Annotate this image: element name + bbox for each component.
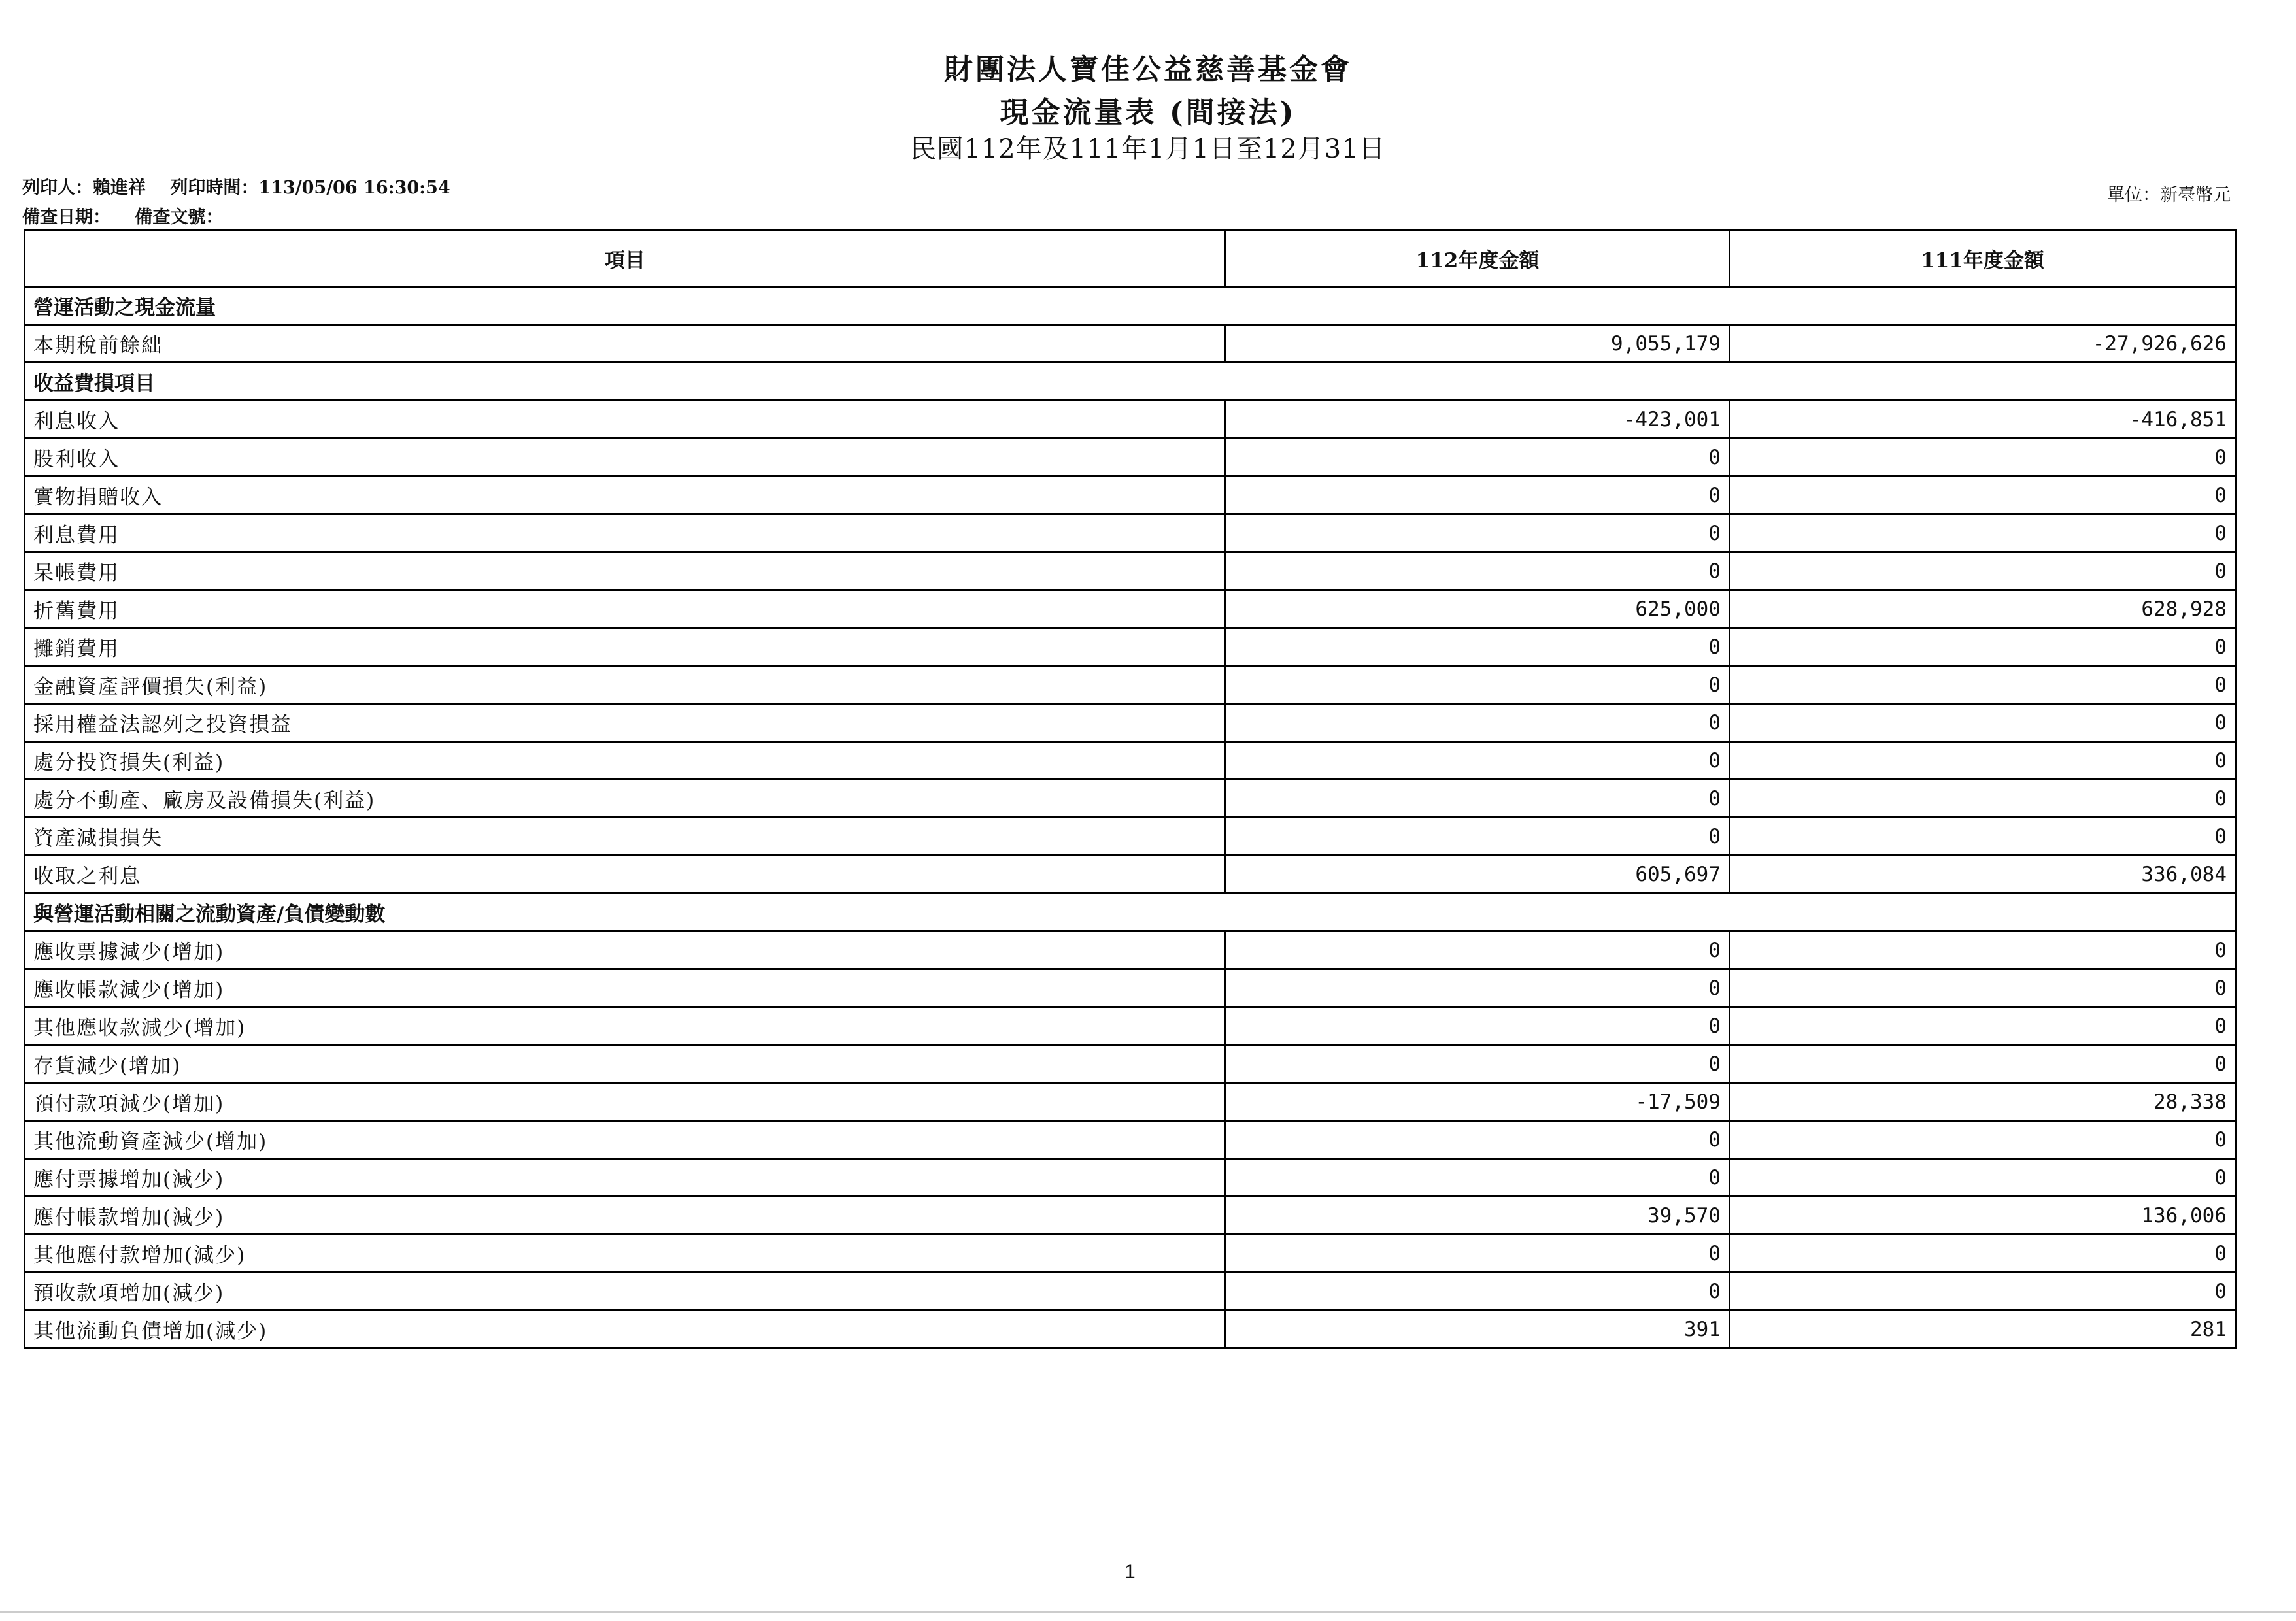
table-row [25, 476, 2236, 514]
row-label: 應收票據減少(增加) [25, 931, 1226, 969]
table-row [25, 780, 2236, 818]
amount-112: 0 [1226, 1121, 1730, 1159]
amount-111: 0 [1730, 1159, 2236, 1197]
row-label: 存貨減少(增加) [25, 1045, 1226, 1083]
row-label: 股利收入 [25, 439, 1226, 476]
currency-unit: 單位：新臺幣元 [2107, 185, 2231, 205]
row-label: 預付款項減少(增加) [25, 1083, 1226, 1121]
org-name: 財團法人寶佳公益慈善基金會 [944, 53, 1352, 86]
amount-111: 336,084 [1730, 856, 2236, 894]
amount-112: 39,570 [1226, 1197, 1730, 1235]
table-header-row [25, 230, 2236, 287]
section-header-row [25, 363, 2236, 401]
table-row [25, 742, 2236, 780]
amount-111: 136,006 [1730, 1197, 2236, 1235]
row-label: 實物捐贈收入 [25, 476, 1226, 514]
amount-111: -27,926,626 [1730, 325, 2236, 363]
cash-flow-table [24, 229, 2237, 1349]
row-label: 預收款項增加(減少) [25, 1273, 1226, 1311]
table-row [25, 1045, 2236, 1083]
amount-111: 0 [1730, 780, 2236, 818]
amount-112: 0 [1226, 628, 1730, 666]
table-row [25, 666, 2236, 704]
amount-111: 0 [1730, 742, 2236, 780]
record-doc-label: 備查文號： [135, 207, 224, 227]
amount-112: 0 [1226, 969, 1730, 1007]
printer-label: 列印人：賴進祥 [22, 178, 146, 198]
page-number: 1 [1124, 1561, 1136, 1582]
row-label: 資產減損損失 [25, 818, 1226, 856]
amount-112: 0 [1226, 476, 1730, 514]
row-label: 攤銷費用 [25, 628, 1226, 666]
amount-111: 0 [1730, 969, 2236, 1007]
column-header-y111: 111年度金額 [1730, 230, 2236, 287]
amount-111: 0 [1730, 1273, 2236, 1311]
amount-111: 628,928 [1730, 590, 2236, 628]
section-header-row [25, 894, 2236, 931]
table-row [25, 514, 2236, 552]
row-label: 呆帳費用 [25, 552, 1226, 590]
table-row [25, 590, 2236, 628]
table-row [25, 818, 2236, 856]
table-row [25, 704, 2236, 742]
amount-111: 0 [1730, 552, 2236, 590]
report-period: 民國112年及111年1月1日至12月31日 [910, 134, 1386, 164]
amount-112: 0 [1226, 1007, 1730, 1045]
table-row [25, 1311, 2236, 1348]
amount-112: 625,000 [1226, 590, 1730, 628]
amount-112: 0 [1226, 439, 1730, 476]
amount-111: 0 [1730, 439, 2236, 476]
table-row [25, 628, 2236, 666]
section-header-row [25, 287, 2236, 325]
amount-112: 0 [1226, 552, 1730, 590]
amount-112: 0 [1226, 1045, 1730, 1083]
row-label: 其他應付款增加(減少) [25, 1235, 1226, 1273]
row-label: 應付帳款增加(減少) [25, 1197, 1226, 1235]
amount-111: 281 [1730, 1311, 2236, 1348]
amount-112: 391 [1226, 1311, 1730, 1348]
amount-112: -17,509 [1226, 1083, 1730, 1121]
record-info [22, 203, 241, 228]
report-title: 現金流量表 (間接法) [1000, 96, 1296, 129]
amount-111: 0 [1730, 514, 2236, 552]
table-row [25, 1235, 2236, 1273]
table-row [25, 439, 2236, 476]
amount-112: 0 [1226, 1159, 1730, 1197]
print-info [22, 173, 469, 199]
amount-112: 0 [1226, 818, 1730, 856]
section-title: 收益費損項目 [25, 363, 2236, 401]
row-label: 其他應收款減少(增加) [25, 1007, 1226, 1045]
amount-112: 0 [1226, 1235, 1730, 1273]
table-row [25, 856, 2236, 894]
amount-111: 0 [1730, 704, 2236, 742]
amount-112: 9,055,179 [1226, 325, 1730, 363]
table-row [25, 1083, 2236, 1121]
table-row [25, 1007, 2236, 1045]
amount-111: 0 [1730, 1235, 2236, 1273]
section-title: 營運活動之現金流量 [25, 287, 2236, 325]
record-date-label: 備查日期： [22, 207, 110, 227]
table-body [25, 287, 2236, 1348]
amount-111: 0 [1730, 1007, 2236, 1045]
table-row [25, 325, 2236, 363]
table-row [25, 969, 2236, 1007]
amount-111: 0 [1730, 476, 2236, 514]
row-label: 本期稅前餘絀 [25, 325, 1226, 363]
amount-112: 0 [1226, 666, 1730, 704]
amount-111: 28,338 [1730, 1083, 2236, 1121]
row-label: 其他流動資產減少(增加) [25, 1121, 1226, 1159]
row-label: 利息費用 [25, 514, 1226, 552]
amount-112: 0 [1226, 704, 1730, 742]
row-label: 利息收入 [25, 401, 1226, 439]
amount-112: 0 [1226, 742, 1730, 780]
table-row [25, 1159, 2236, 1197]
column-header-y112: 112年度金額 [1226, 230, 1730, 287]
amount-111: -416,851 [1730, 401, 2236, 439]
amount-111: 0 [1730, 931, 2236, 969]
amount-112: 0 [1226, 780, 1730, 818]
amount-112: 0 [1226, 1273, 1730, 1311]
section-title: 與營運活動相關之流動資產/負債變動數 [25, 894, 2236, 931]
bottom-rule [0, 1611, 2296, 1613]
row-label: 應付票據增加(減少) [25, 1159, 1226, 1197]
row-label: 其他流動負債增加(減少) [25, 1311, 1226, 1348]
amount-111: 0 [1730, 666, 2236, 704]
table-row [25, 931, 2236, 969]
amount-111: 0 [1730, 1045, 2236, 1083]
row-label: 金融資產評價損失(利益) [25, 666, 1226, 704]
amount-112: 605,697 [1226, 856, 1730, 894]
row-label: 處分不動產、廠房及設備損失(利益) [25, 780, 1226, 818]
amount-112: -423,001 [1226, 401, 1730, 439]
row-label: 折舊費用 [25, 590, 1226, 628]
row-label: 採用權益法認列之投資損益 [25, 704, 1226, 742]
amount-112: 0 [1226, 514, 1730, 552]
amount-111: 0 [1730, 1121, 2236, 1159]
table-row [25, 1273, 2236, 1311]
print-time-label: 列印時間：113/05/06 16:30:54 [170, 178, 450, 198]
amount-111: 0 [1730, 818, 2236, 856]
row-label: 應收帳款減少(增加) [25, 969, 1226, 1007]
table-row [25, 1197, 2236, 1235]
row-label: 收取之利息 [25, 856, 1226, 894]
column-header-item: 項目 [25, 230, 1226, 287]
row-label: 處分投資損失(利益) [25, 742, 1226, 780]
amount-111: 0 [1730, 628, 2236, 666]
amount-112: 0 [1226, 931, 1730, 969]
table-row [25, 552, 2236, 590]
table-row [25, 401, 2236, 439]
table-row [25, 1121, 2236, 1159]
